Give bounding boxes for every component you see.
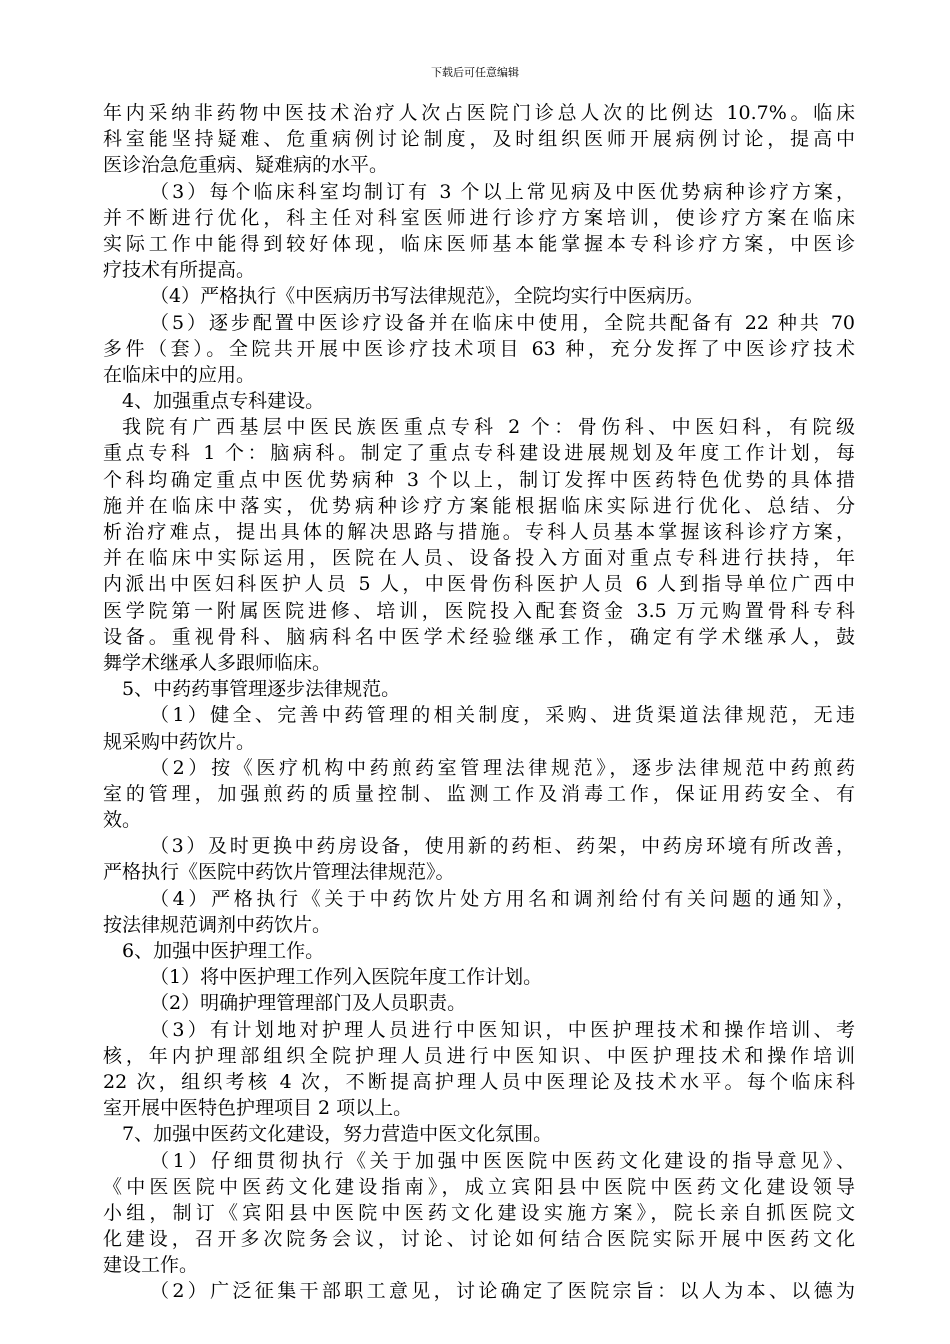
text-line: （5）逐步配置中医诊疗设备并在临床中使用，全院共配备有 22 种共 70	[150, 311, 855, 334]
text-line: 室开展中医特色护理项目 2 项以上。	[103, 1097, 413, 1120]
text-line: 医诊治急危重病、疑难病的水平。	[103, 154, 389, 177]
text-line: （4）严格执行《中医病历书写法律规范》，全院均实行中医病历。	[150, 285, 704, 308]
text-line: 室的管理，加强煎药的质量控制、监测工作及消毒工作，保证用药安全、有	[103, 782, 855, 805]
document-body	[103, 100, 855, 1305]
text-line: 设备。重视骨科、脑病科名中医学术经验继承工作，确定有学术继承人，鼓	[103, 625, 855, 648]
text-line: 小组，制订《宾阳县中医院中医药文化建设实施方案》，院长亲自抓医院文	[103, 1201, 855, 1224]
text-line: （3）及时更换中药房设备，使用新的药柜、药架，中药房环境有所改善，	[150, 835, 855, 858]
text-line: 严格执行《医院中药饮片管理法律规范》。	[103, 861, 455, 884]
text-line: （3）每个临床科室均制订有 3 个以上常见病及中医优势病种诊疗方案，	[150, 180, 855, 203]
text-line: 我院有广西基层中医民族医重点专科 2 个：骨伤科、中医妇科，有院级	[122, 416, 855, 439]
text-line: （1）将中医护理工作列入医院年度工作计划。	[150, 966, 543, 989]
text-line: 7、加强中医药文化建设，努力营造中医文化氛围。	[122, 1123, 553, 1146]
text-line: 并不断进行优化，科主任对科室医师进行诊疗方案培训，使诊疗方案在临床	[103, 206, 855, 229]
text-line: 舞学术继承人多跟师临床。	[103, 651, 332, 674]
text-line: 22 次，组织考核 4 次，不断提高护理人员中医理论及技术水平。每个临床科	[103, 1070, 855, 1093]
text-line: 5、中药药事管理逐步法律规范。	[122, 678, 401, 701]
text-line: 效。	[103, 809, 142, 832]
text-line: 实际工作中能得到较好体现，临床医师基本能掌握本专科诊疗方案，中医诊	[103, 232, 855, 255]
text-line: 析治疗难点，提出具体的解决思路与措施。专科人员基本掌握该科诊疗方案，	[103, 521, 855, 543]
text-line: 重点专科 1 个：脑病科。制定了重点专科建设进展规划及年度工作计划，每	[103, 442, 855, 465]
text-line: 年内采纳非药物中医技术治疗人次占医院门诊总人次的比例达 10.7%。临床	[103, 102, 855, 124]
text-line: （1）健全、完善中药管理的相关制度，采购、进货渠道法律规范，无违	[150, 704, 855, 727]
text-line: （2）广泛征集干部职工意见，讨论确定了医院宗旨：以人为本、以德为	[150, 1280, 855, 1303]
text-line: （3）有计划地对护理人员进行中医知识，中医护理技术和操作培训、考	[150, 1018, 855, 1041]
text-line: 医学院第一附属医院进修、培训，医院投入配套资金 3.5 万元购置骨科专科	[103, 599, 855, 622]
text-line: 在临床中的应用。	[103, 363, 256, 386]
text-line: 化建设，召开多次院务会议，讨论、讨论如何结合医院实际开展中医药文化	[103, 1228, 855, 1251]
text-line: 建设工作。	[103, 1254, 199, 1277]
text-line: 按法律规范调剂中药饮片。	[103, 913, 332, 936]
text-line: （4）严格执行《关于中药饮片处方用名和调剂给付有关问题的通知》，	[150, 887, 855, 910]
text-line: 疗技术有所提高。	[103, 259, 256, 282]
text-line: （2）明确护理管理部门及人员职责。	[150, 992, 467, 1015]
text-line: 科室能坚持疑难、危重病例讨论制度，及时组织医师开展病例讨论，提高中	[103, 128, 855, 151]
text-line: 内派出中医妇科医护人员 5 人，中医骨伤科医护人员 6 人到指导单位广西中	[103, 573, 855, 596]
text-line: 规采购中药饮片。	[103, 730, 256, 753]
text-line: 4、加强重点专科建设。	[122, 390, 325, 413]
page-header: 下载后可任意编辑	[431, 66, 519, 79]
text-line: （2）按《医疗机构中药煎药室管理法律规范》，逐步法律规范中药煎药	[150, 756, 855, 779]
text-line: 核，年内护理部组织全院护理人员进行中医知识、中医护理技术和操作培训	[103, 1044, 855, 1067]
text-line: （1）仔细贯彻执行《关于加强中医医院中医药文化建设的指导意见》、	[150, 1149, 855, 1172]
text-line: 多件（套）。全院共开展中医诊疗技术项目 63 种，充分发挥了中医诊疗技术	[103, 337, 855, 360]
text-line: 并在临床中实际运用，医院在人员、设备投入方面对重点专科进行扶持，年	[103, 547, 855, 570]
text-line: 施并在临床中落实，优势病种诊疗方案能根据临床实际进行优化、总结、分	[103, 494, 855, 517]
text-line: 6、加强中医护理工作。	[122, 940, 325, 962]
text-line: 个科均确定重点中医优势病种 3 个以上，制订发挥中医药特色优势的具体措	[103, 468, 855, 491]
text-line: 《中医医院中医药文化建设指南》，成立宾阳县中医院中医药文化建设领导	[103, 1175, 855, 1198]
